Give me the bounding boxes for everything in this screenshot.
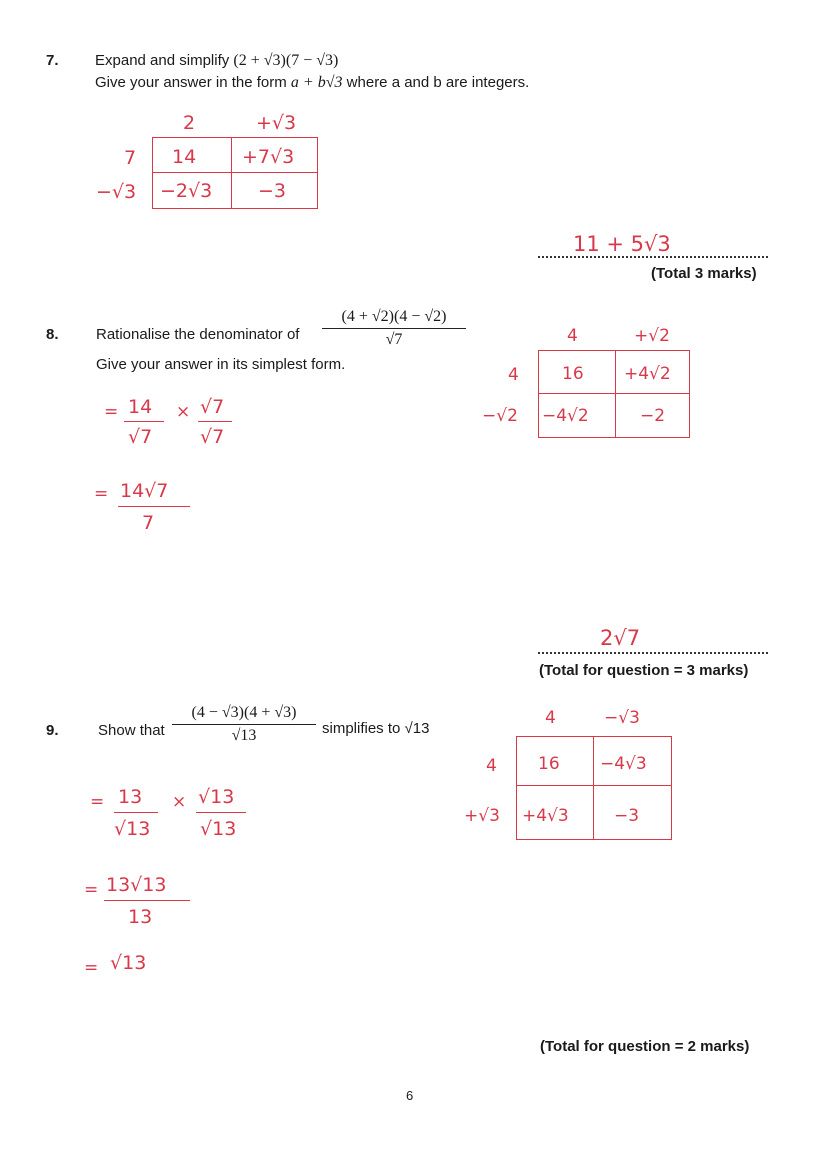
q8-work-bar3 [118,506,190,507]
q8-fraction [322,308,466,349]
q8-col-head-2: +√2 [634,326,670,346]
q8-cell-2-2: −2 [640,406,666,426]
q8-cell-1-2: +4√2 [624,364,671,384]
q7-number: 7. [46,52,59,69]
q8-row-head-2: −√2 [482,406,518,426]
q9-work-eq1: = [90,792,105,812]
q7-expression: (2 + √3)(7 − √3) [233,52,339,69]
q9-prompt: Show that [98,722,165,739]
q8-work-eq1: = [104,402,119,422]
q9-work-bar3 [104,900,190,901]
q7-cell-2-2: −3 [258,180,287,202]
q9-work-n1: 13 [118,786,143,808]
q7-cell-1-1: 14 [172,146,197,168]
q9-work-times: × [172,792,187,812]
q7-prompt-line2 [95,74,529,92]
q9-work-eq2: = [84,880,99,900]
q9-work-d2: √13 [200,818,237,840]
q9-col-head-1: 4 [545,708,556,728]
q8-grid-vline [615,351,616,437]
q8-total: (Total for question = 3 marks) [539,662,749,679]
q7-answer-line [538,256,768,258]
q8-work-n3: 14√7 [120,480,169,502]
q8-cell-2-1: −4√2 [542,406,589,426]
q7-answer: 11 + 5√3 [573,232,671,256]
q8-prompt: Rationalise the denominator of [96,326,300,343]
q9-fraction [172,704,316,745]
q7-grid-hline [153,172,317,173]
q8-number: 8. [46,326,59,343]
q9-work-bar1 [114,812,158,813]
q8-work-eq2: = [94,484,109,504]
q8-cell-1-1: 16 [562,364,584,384]
q8-work-bar2 [198,421,232,422]
q9-cell-1-2: −4√3 [600,754,647,774]
page-number: 6 [406,1088,414,1103]
q7-prompt-text: Expand and simplify [95,52,230,69]
q8-work-n1: 14 [128,396,153,418]
q9-work-d3: 13 [128,906,153,928]
q7-form-text-2: where a and b are integers. [346,74,530,91]
q7-prompt-line1 [95,52,338,70]
q7-cell-1-2: +7√3 [242,146,295,168]
q8-row-head-1: 4 [508,365,519,385]
q9-cell-2-1: +4√3 [522,806,569,826]
q8-answer-line [538,652,768,654]
q9-cell-2-2: −3 [614,806,640,826]
q9-work-n2: √13 [198,786,235,808]
q9-grid-vline [593,737,594,839]
q8-instruction: Give your answer in its simplest form. [96,356,346,373]
q8-answer: 2√7 [600,626,641,650]
q8-work-d2: √7 [200,426,225,448]
q9-row-head-2: +√3 [464,806,500,826]
q7-form-text: Give your answer in the form [95,74,287,91]
q8-work-n2: √7 [200,396,225,418]
q9-col-head-2: −√3 [604,708,640,728]
q8-fraction-denominator: √7 [385,331,403,348]
q9-number: 9. [46,722,59,739]
q7-col-head-2: +√3 [256,112,297,134]
q8-work-bar1 [124,421,164,422]
q9-work-n3: 13√13 [106,874,167,896]
q7-grid-vline [231,138,232,208]
q9-cell-1-1: 16 [538,754,560,774]
q7-form-math: a + b√3 [290,74,343,91]
q8-work-d3: 7 [142,512,155,534]
q9-total: (Total for question = 2 marks) [540,1038,750,1055]
q9-grid-hline [517,785,671,786]
q8-col-head-1: 4 [567,326,578,346]
q8-work-times: × [176,402,191,422]
q8-work-d1: √7 [128,426,153,448]
q7-col-head-1: 2 [183,112,196,134]
q8-grid-hline [539,393,689,394]
q9-work-eq3: = [84,958,99,978]
q9-row-head-1: 4 [486,756,497,776]
q8-fraction-numerator: (4 + √2)(4 − √2) [341,308,447,325]
q9-work-bar2 [196,812,246,813]
q9-work-final: √13 [110,952,147,974]
q9-suffix: simplifies to √13 [322,720,430,737]
q7-row-head-2: −√3 [96,181,137,203]
q9-fraction-denominator: √13 [231,727,257,744]
q7-total: (Total 3 marks) [651,265,757,282]
q9-fraction-numerator: (4 − √3)(4 + √3) [191,704,297,721]
q7-row-head-1: 7 [124,147,137,169]
q9-work-d1: √13 [114,818,151,840]
q7-cell-2-1: −2√3 [160,180,213,202]
